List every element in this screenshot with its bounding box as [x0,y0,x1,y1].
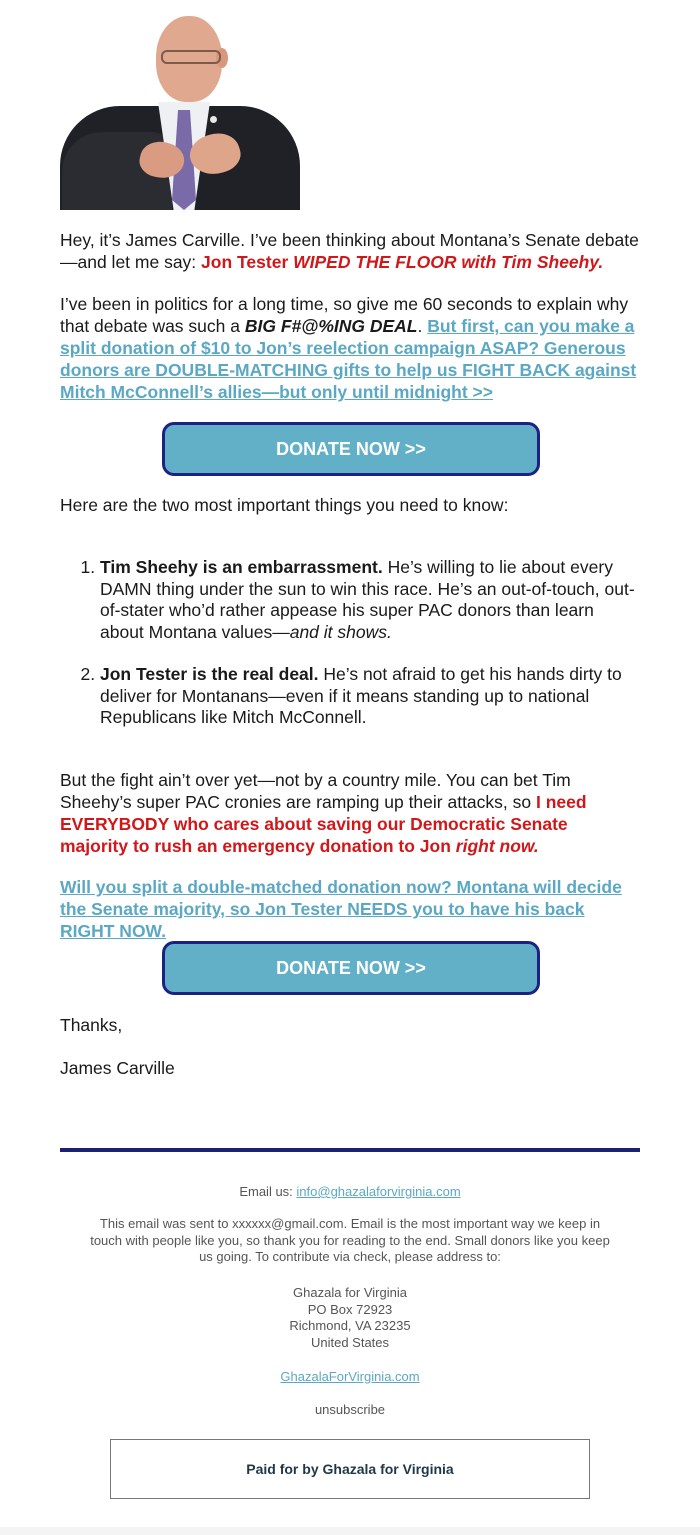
footer-website [60,1369,640,1386]
point-item: 2. Jon Tester is the real deal. He’s not afraid to get his hands dirty to deliver for Montanans—even if it means standing up to national Republicans like Mitch McConnell. [100,664,640,729]
footer-unsubscribe [60,1402,640,1419]
bottom-strip [0,1527,700,1535]
donate-now-button-1[interactable]: DONATE NOW >> [162,422,540,476]
thanks-line: Thanks, [60,1015,123,1035]
split-donation-link[interactable]: But first, can you make a split donation of $10 to Jon’s reelection campaign ASAP? Generous donors are DOUBLE-MATCHING gifts to help us FIGHT BACK against Mitch McConnell’s allies—but only until midnight >> [60,316,637,402]
footer-divider [60,1148,640,1152]
donate-now-button-2[interactable]: DONATE NOW >> [162,941,540,995]
mailing-address: Ghazala for Virginia PO Box 72923 Richmond, VA 23235 United States [289,1285,411,1350]
paid-for-disclaimer: Paid for by Ghazala for Virginia [110,1439,590,1499]
intro-paragraph: Hey, it’s James Carville. I’ve been thinking about Montana’s Senate debate—and let me say: Jon Tester WIPED THE FLOOR with Tim Sheehy. [60,230,639,272]
lead-in-text: Here are the two most important things you need to know: [60,495,509,515]
double-matched-donation-link[interactable]: Will you split a double-matched donation now? Montana will decide the Senate majority, so Jon Tester NEEDS you to have his back RIGHT NOW. [60,877,622,941]
unsubscribe-link[interactable]: unsubscribe [314,1402,386,1417]
key-points-list [60,557,640,729]
website-link[interactable]: GhazalaForVirginia.com [280,1369,420,1384]
email-link[interactable]: info@ghazalaforvirginia.com [296,1184,461,1199]
fight-paragraph: But the fight ain’t over yet—not by a country mile. You can bet Tim Sheehy’s super PAC cronies are ramping up their attacks, so I need EVERYBODY who cares about saving our Democratic Senate majority to rush an emergency donation to Jon right now. [60,770,587,856]
point-item: 1. Tim Sheehy is an embarrassment. He’s willing to lie about every DAMN thing under the sun to win this race. He’s an out-of-touch, out-of-stater who’d rather appease his super PAC donors than learn about Montana values—and it shows. [100,557,640,643]
signature-name: James Carville [60,1058,175,1078]
split-donation-paragraph [60,876,640,942]
footer-notice: This email was sent to xxxxxx@gmail.com. Email is the most important way we keep in touch with people like you, so thank you for reading to the end. Small donors like you keep us going. To contribute via check, please address to: [90,1216,610,1264]
footer-email: Email us: info@ghazalaforvirginia.com [239,1184,461,1199]
explain-paragraph: I’ve been in politics for a long time, so give me 60 seconds to explain why that debate was such a BIG F#@%ING DEAL. But first, can you make a split donation of $10 to Jon’s reelection campaign ASAP? Generous donors are DOUBLE-MATCHING gifts to help us FIGHT BACK against Mitch McConnell’s allies—but only until midnight >> [60,294,637,402]
james-carville-photo [60,14,300,210]
